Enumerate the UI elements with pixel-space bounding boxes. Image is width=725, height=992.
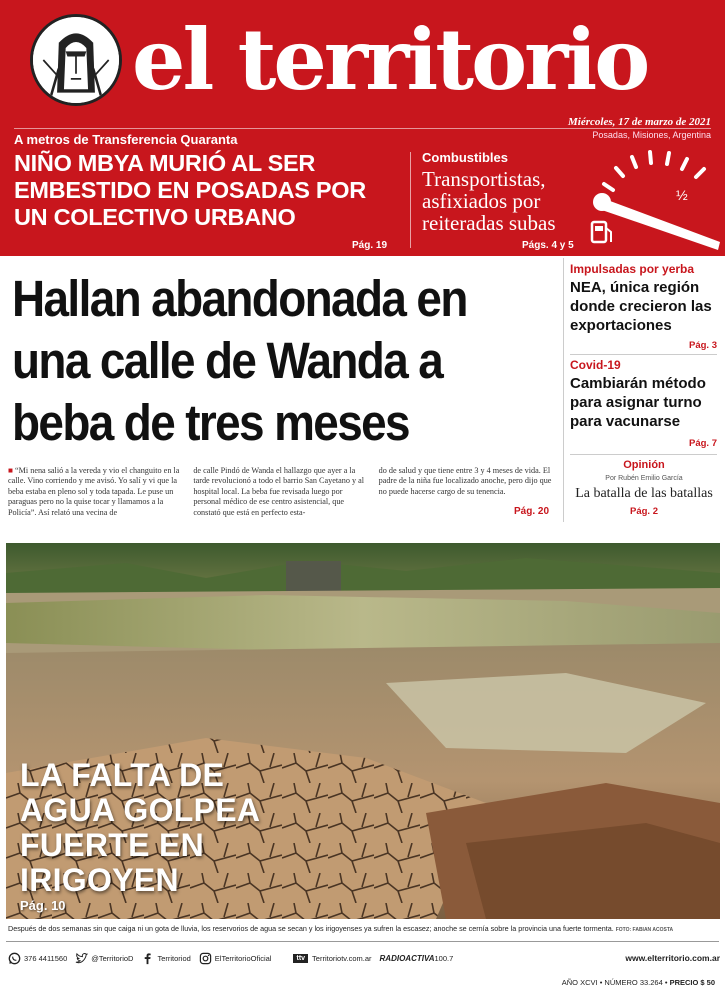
- teaser-title: NEA, única región donde crecieron las exportaciones: [570, 279, 712, 334]
- ttv-badge: ttv: [293, 954, 308, 963]
- radio-brand: RADIOACTIVA: [379, 953, 435, 963]
- photo-headline[interactable]: LA FALTA DE AGUA GOLPEA FUERTE EN IRIGOYEN: [20, 757, 260, 898]
- radio-frequency: 100.7: [434, 953, 454, 963]
- opinion-author: Por Rubén Emilio García: [605, 475, 683, 482]
- sidebar-divider: [570, 454, 717, 455]
- twitter-contact[interactable]: @TerritorioD: [75, 952, 133, 965]
- masthead-divider: [410, 152, 411, 248]
- lead-headline[interactable]: NIÑO MBYA MURIÓ AL SER EMBESTIDO EN POSADAS POR UN COLECTIVO URBANO: [14, 150, 366, 230]
- instagram-contact[interactable]: ElTerritorioOficial: [199, 952, 272, 965]
- teaser-title: Cambiarán método para asignar turno para vacunarse: [570, 375, 706, 430]
- photo-caption: Después de dos semanas sin que caiga ni un gota de lluvia, los reservorios de agua se secan y los irigoyenses ya sufren la escasez; anoche se cernía sobre la provincia una fuerte tormenta. FOTO: FABIAN ACOSTA: [8, 924, 674, 933]
- issue-info: AÑO XCVI • NÚMERO 33.264 • PRECIO $ 50: [561, 978, 715, 987]
- teaser-page-ref: Pág. 3: [689, 340, 717, 351]
- body-column-2: de calle Pindó de Wanda el hallazgo que ayer a la tarde revolucionó a todo el barrio San Cayetano y al hospital local. La beba fue revisada luego por personal médico de ese centro asistencial, que constató que está en perfecto esta-: [193, 466, 365, 517]
- price-label: PRECIO $ 50: [669, 978, 715, 987]
- body-column-3: do de salud y que tiene entre 3 y 4 meses de vida. El padre de la niña fue localizado anoche, pero dijo que no puede hacerse cargo de su tenencia.: [378, 466, 552, 496]
- face-emblem-icon: [33, 17, 119, 103]
- masthead: [0, 0, 725, 256]
- photo-credit: FOTO: FABIAN ACOSTA: [615, 927, 674, 933]
- sidebar-teasers: [563, 258, 723, 522]
- brand-title: el territorio: [132, 10, 648, 109]
- main-story-body: [8, 466, 552, 518]
- whatsapp-contact[interactable]: 376 4411560: [8, 952, 67, 965]
- footer-bar: [8, 950, 720, 966]
- fuel-pump-icon: [592, 222, 611, 242]
- fuel-page-ref: Págs. 4 y 5: [522, 240, 574, 251]
- body-column-1: ■ “Mi nena salió a la vereda y vio el changuito en la calle. Vino corriendo y me avisó. Yo salí y vi que la beba estaba en pleno sol y toda tapada. Le puse un paraguas pero no la quise tocar y llamamos a la Policía”. Así relató una vecina de: [8, 466, 180, 517]
- website-link[interactable]: www.elterritorio.com.ar: [625, 953, 720, 963]
- fuel-headline[interactable]: Transportistas, asfixiados por reiteradas subas: [422, 167, 556, 235]
- opinion-page-ref: Pág. 2: [630, 506, 658, 517]
- photo-page-ref: Pág. 10: [20, 898, 66, 913]
- opinion-kicker: Opinión: [623, 459, 665, 471]
- footer-rule: [6, 941, 719, 942]
- main-headline[interactable]: Hallan abandonada en una calle de Wanda a beba de tres meses: [12, 270, 467, 451]
- lead-page-ref: Pág. 19: [352, 240, 388, 251]
- lead-kicker: A metros de Transferencia Quaranta: [14, 132, 238, 147]
- newspaper-logo: [30, 14, 122, 106]
- tv-link[interactable]: ttv Territoriotv.com.ar: [293, 954, 371, 963]
- teaser-kicker: Covid-19: [570, 358, 621, 372]
- instagram-icon: [199, 952, 212, 965]
- main-page-ref: Pág. 20: [514, 506, 550, 517]
- place-line: Posadas, Misiones, Argentina: [592, 130, 711, 140]
- teaser-kicker: Impulsadas por yerba: [570, 262, 695, 276]
- twitter-icon: [75, 952, 88, 965]
- radio-link[interactable]: [380, 954, 454, 963]
- fuel-gauge-icon: [580, 142, 725, 254]
- story-bullet-icon: ■: [8, 466, 15, 475]
- teaser-covid[interactable]: [570, 358, 720, 431]
- sidebar-divider: [570, 354, 717, 355]
- masthead-rule: [14, 128, 711, 129]
- gauge-half-label: ½: [676, 187, 688, 203]
- facebook-contact[interactable]: Territoriod: [141, 952, 190, 965]
- opinion-title[interactable]: La batalla de las batallas: [575, 486, 713, 501]
- date-line: Miércoles, 17 de marzo de 2021: [568, 116, 711, 128]
- facebook-icon: [141, 952, 154, 965]
- fuel-kicker: Combustibles: [422, 150, 508, 165]
- whatsapp-icon: [8, 952, 21, 965]
- teaser-page-ref: Pág. 7: [689, 438, 717, 449]
- teaser-exports[interactable]: [570, 262, 720, 335]
